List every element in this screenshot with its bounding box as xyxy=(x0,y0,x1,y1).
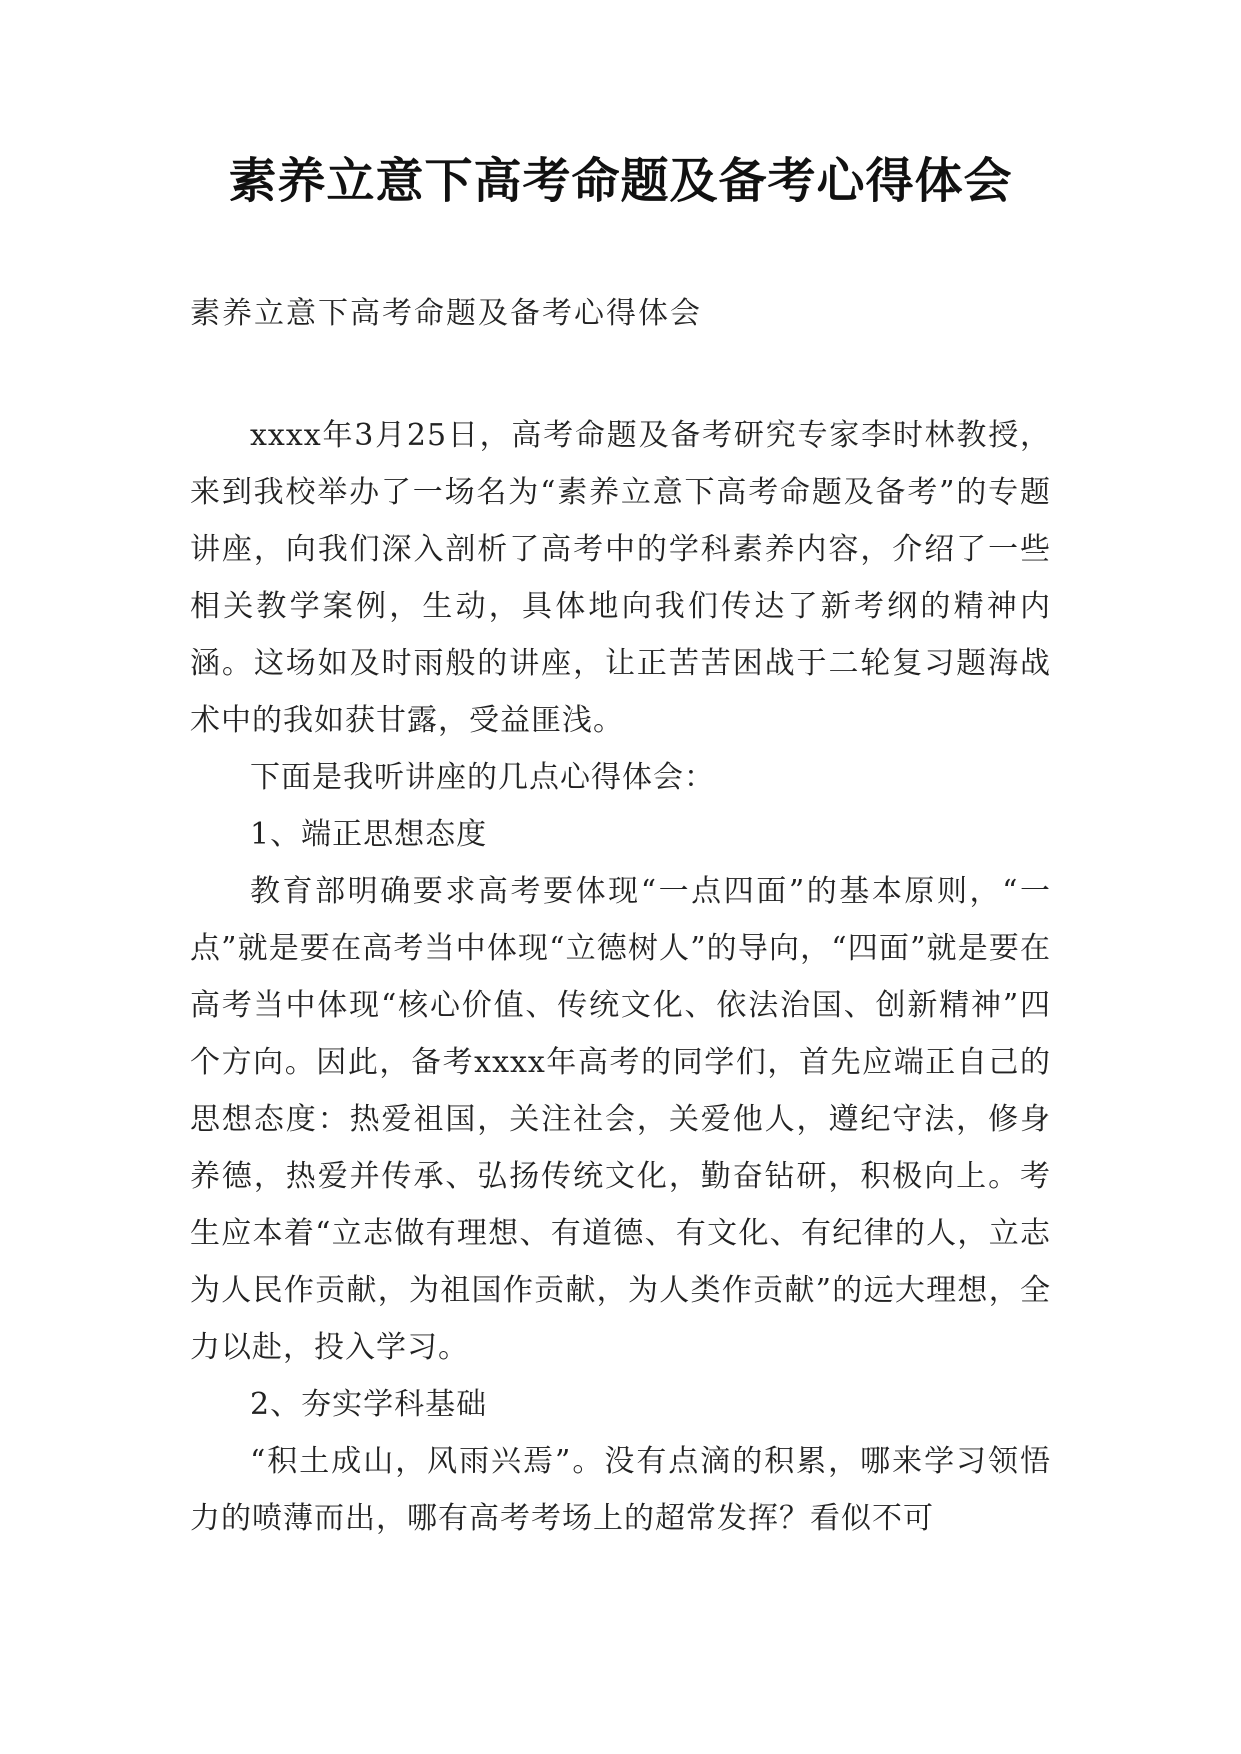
document-title: 素养立意下高考命题及备考心得体会 xyxy=(228,153,1013,209)
section-heading-1: 1、端正思想态度 xyxy=(250,817,488,852)
paragraph-section-2: “积土成山，风雨兴焉”。没有点滴的积累，哪来学习领悟力的喷薄而出，哪有高考考场上的超常发挥？看似不可 xyxy=(190,1444,1051,1536)
paragraph-lead-in: 下面是我听讲座的几点心得体会： xyxy=(250,760,715,795)
section-heading-2: 2、夯实学科基础 xyxy=(250,1387,488,1422)
paragraph-intro: xxxx年3月25日，高考命题及备考研究专家李时林教授，来到我校举办了一场名为“素养立意下高考命题及备考”的专题讲座，向我们深入剖析了高考中的学科素养内容，介绍了一些相关教学案例，生动，具体地向我们传达了新考纲的精神内涵。这场如及时雨般的讲座，让正苦苦困战于二轮复习题海战术中的我如获甘露，受益匪浅。 xyxy=(190,418,1051,738)
document-body xyxy=(190,407,1051,1547)
paragraph-section-1: 教育部明确要求高考要体现“一点四面”的基本原则，“一点”就是要在高考当中体现“立德树人”的导向，“四面”就是要在高考当中体现“核心价值、传统文化、依法治国、创新精神”四个方向。因此，备考xxxx年高考的同学们，首先应端正自己的思想态度：热爱祖国，关注社会，关爱他人，遵纪守法，修身养德，热爱并传承、弘扬传统文化，勤奋钻研，积极向上。考生应本着“立志做有理想、有道德、有文化、有纪律的人，立志为人民作贡献，为祖国作贡献，为人类作贡献”的远大理想，全力以赴，投入学习。 xyxy=(190,874,1051,1365)
document-subtitle: 素养立意下高考命题及备考心得体会 xyxy=(190,296,702,331)
